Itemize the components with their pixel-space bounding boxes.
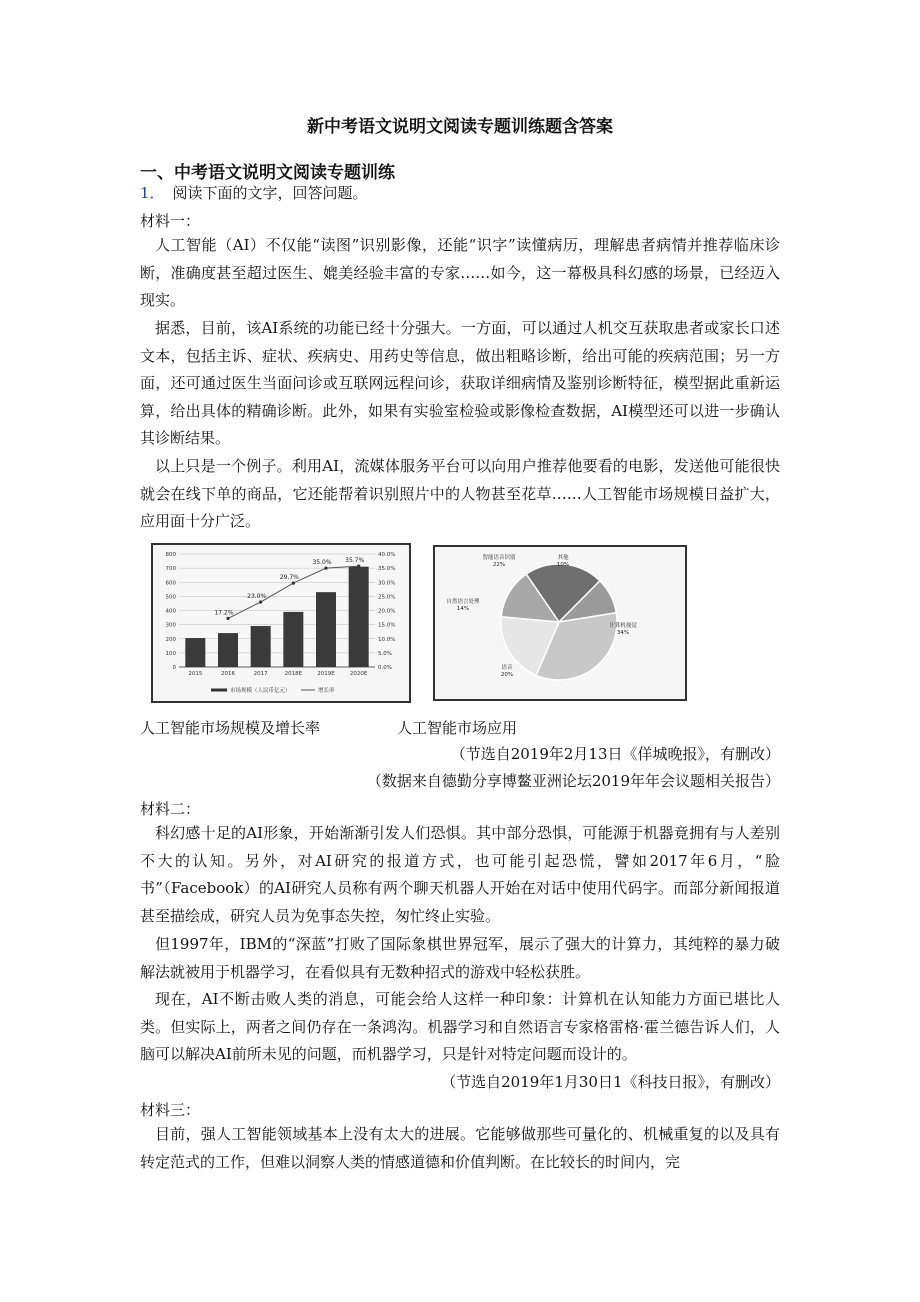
material-3-paragraph-1: 目前，强人工智能领域基本上没有太大的进展。它能够做那些可量化的、机械重复的以及具有转定范式的工作，但难以洞察人类的情感道德和价值判断。在比较长的时间内，完: [140, 1125, 780, 1171]
y-tick-label: 600: [165, 580, 176, 587]
x-tick-label: 2016: [221, 671, 235, 677]
material-2-paragraph-3: 现在，AI不断击败人类的消息，可能会给人这样一种印象：计算机在认知能力方面已堪比人类。但实际上，两者之间仍存在一条鸿沟。机器学习和自然语言专家格雷格·霍兰德告诉人们，人脑可以解决AI前所未见的问题，而机器学习，只是针对特定问题而设计的。: [140, 990, 780, 1064]
data-label: 29.7%: [279, 574, 299, 582]
pie-chart-frame: [433, 545, 687, 701]
slice-label: 语音: [501, 665, 513, 671]
y2-tick-label: 15.0%: [378, 622, 396, 629]
slice-percent: 20%: [500, 672, 514, 678]
y2-tick-label: 20.0%: [378, 608, 396, 615]
document-title: 新中考语文说明文阅读专题训练题含答案: [307, 117, 613, 137]
y2-tick-label: 40.0%: [378, 552, 396, 558]
y2-tick-label: 0.0%: [378, 665, 392, 671]
material-1-paragraph-2: 据悉，目前，该AI系统的功能已经十分强大。一方面，可以通过人机交互获取患者或家长口述文本，包括主诉、症状、疾病史、用药史等信息，做出粗略诊断，给出可能的疾病范围；另一方面，还可通过医生当面问诊或互联网远程问诊，获取详细病情及鉴别诊断特征，模型据此重新运算，给出具体的精确诊断。此外，如果有实验室检验或影像检查数据，AI模型还可以进一步确认其诊断结果。: [140, 319, 780, 448]
y-tick-label: 400: [165, 608, 176, 615]
material-1-paragraph-1: 人工智能（AI）不仅能“读图”识别影像，还能“识字”读懂病历，理解患者病情并推荐临床诊断，准确度甚至超过医生、媲美经验丰富的专家……如今，这一幕极具科幻感的场景，已经迈入现实。: [140, 236, 780, 310]
y-tick-label: 300: [165, 622, 176, 629]
y-tick-label: 700: [165, 566, 176, 573]
slice-label: 计算机视觉: [609, 623, 637, 629]
chart-caption-2: 人工智能市场应用: [397, 719, 518, 737]
legend-label: 市场规模（人民币亿元）: [230, 688, 291, 694]
bar: [185, 638, 205, 667]
y2-tick-label: 30.0%: [378, 580, 396, 587]
data-label: 23.0%: [247, 593, 267, 601]
growth-point: [226, 617, 229, 620]
bar: [218, 633, 238, 667]
x-tick-label: 2020E: [349, 671, 368, 677]
y-tick-label: 200: [165, 636, 176, 643]
slice-percent: 14%: [456, 606, 470, 612]
y2-tick-label: 25.0%: [378, 594, 396, 601]
slice-label: 其他: [557, 555, 569, 561]
slice-label: 自然语言处理: [446, 599, 480, 605]
section-heading: 一、中考语文说明文阅读专题训练: [140, 163, 395, 183]
x-tick-label: 2015: [188, 671, 203, 677]
legend-label: 增长率: [318, 688, 335, 694]
y-tick-label: 100: [165, 650, 176, 657]
growth-point: [292, 581, 295, 584]
slice-percent: 10%: [556, 562, 570, 568]
y2-tick-label: 10.0%: [378, 636, 396, 643]
question-number: 1．: [140, 184, 165, 202]
bar-chart-frame: [151, 543, 411, 703]
source-note-3: （节选自2019年1月30日1《科技日报》，有删改）: [441, 1073, 780, 1091]
material-1-paragraph-3: 以上只是一个例子。利用AI，流媒体服务平台可以向用户推荐他要看的电影，发送他可能很快就会在线下单的商品，它还能帮着识别照片中的人物甚至花草……人工智能市场规模日益扩大，应用面十分广泛。: [140, 457, 780, 531]
x-tick-label: 2018E: [284, 671, 303, 677]
y2-tick-label: 35.0%: [378, 566, 396, 573]
y-tick-label: 0: [172, 665, 176, 671]
question-line: [140, 183, 780, 203]
material-1-label: 材料一：: [140, 212, 201, 230]
market-application-chart: [435, 547, 685, 699]
y2-tick-label: 5.0%: [378, 650, 392, 657]
source-note-2: （数据来自德勤分享博鳌亚洲论坛2019年年会议题相关报告）: [366, 772, 780, 790]
data-label: 35.0%: [312, 559, 332, 567]
chart-caption-1: 人工智能市场规模及增长率: [140, 719, 321, 737]
x-tick-label: 2017: [253, 671, 268, 677]
growth-point: [259, 600, 262, 603]
bar: [316, 592, 336, 667]
slice-label: 智能语音识别: [482, 555, 516, 561]
market-size-chart: [153, 545, 409, 701]
material-2-label: 材料二：: [140, 800, 201, 818]
x-tick-label: 2019E: [317, 671, 335, 677]
bar: [251, 626, 271, 667]
slice-percent: 34%: [616, 630, 630, 636]
material-2-paragraph-2: 但1997年，IBM的“深蓝”打败了国际象棋世界冠军，展示了强大的计算力，其纯粹的暴力破解法就被用于机器学习，在看似具有无数种招式的游戏中轻松获胜。: [140, 935, 780, 981]
bar: [349, 567, 369, 667]
source-note-1: （节选自2019年2月13日《佯城晚报》，有删改）: [450, 745, 780, 763]
material-2-paragraph-1: 科幻感十足的AI形象，开始渐渐引发人们恐惧。其中部分恐惧，可能源于机器竟拥有与人差别不大的认知。另外，对AI研究的报道方式，也可能引起恐慌，譬如2017年6月，“脸书”（Facebook）的AI研究人员称有两个聊天机器人开始在对话中使用代码字。而部分新闻报道甚至描绘成，研究人员为免事态失控，匆忙终止实验。: [140, 824, 780, 925]
data-label: 35.7%: [345, 557, 365, 565]
question-text: 阅读下面的文字，回答问题。: [172, 184, 368, 202]
material-3-label: 材料三：: [140, 1101, 201, 1119]
growth-point: [324, 567, 327, 570]
y-tick-label: 800: [165, 552, 176, 558]
y-tick-label: 500: [165, 594, 176, 601]
data-label: 17.2%: [214, 609, 234, 617]
slice-percent: 22%: [492, 562, 506, 568]
growth-point: [357, 565, 360, 568]
bar: [283, 612, 303, 667]
